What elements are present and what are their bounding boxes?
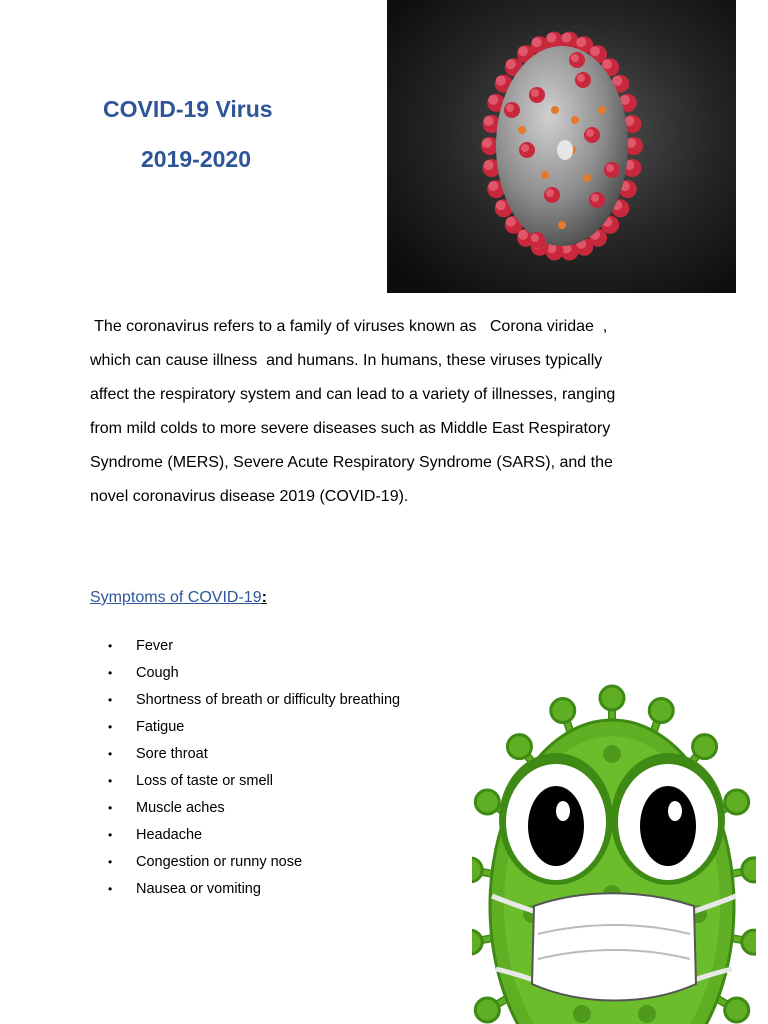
list-item bbox=[108, 823, 400, 850]
virus-protein-dot bbox=[571, 116, 579, 124]
bullet-icon: • bbox=[108, 747, 113, 761]
list-item bbox=[108, 769, 400, 796]
cartoon-virus-wearing-mask-icon bbox=[472, 684, 756, 1024]
virus-spike bbox=[575, 72, 591, 88]
virus-spike bbox=[604, 162, 620, 178]
bullet-icon: • bbox=[108, 666, 113, 680]
intro-line: which can cause illness and humans. In humans, these viruses typically bbox=[90, 352, 603, 369]
virus-spike bbox=[504, 102, 520, 118]
bullet-icon: • bbox=[108, 720, 113, 734]
page-title: COVID-19 Virus bbox=[103, 96, 273, 122]
list-item bbox=[108, 850, 400, 877]
bullet-icon: • bbox=[108, 639, 113, 653]
cartoon-spike bbox=[714, 997, 749, 1022]
bullet-icon: • bbox=[108, 774, 113, 788]
cartoon-spike bbox=[475, 997, 510, 1022]
virus-protein-dot bbox=[583, 174, 591, 182]
list-item bbox=[108, 715, 400, 742]
symptom-text: Fatigue bbox=[136, 719, 185, 735]
intro-line: affect the respiratory system and can lead to a variety of illnesses, ranging bbox=[90, 386, 616, 403]
cartoon-spot bbox=[638, 1005, 656, 1023]
bullet-icon: • bbox=[108, 828, 113, 842]
bullet-icon: • bbox=[108, 801, 113, 815]
bullet-icon: • bbox=[108, 855, 113, 869]
list-item bbox=[108, 796, 400, 823]
bullet-icon: • bbox=[108, 693, 113, 707]
list-item bbox=[108, 877, 400, 904]
list-item bbox=[108, 688, 400, 715]
symptom-text: Shortness of breath or difficulty breathing bbox=[136, 692, 401, 708]
symptom-text: Nausea or vomiting bbox=[136, 881, 261, 897]
symptoms-heading-colon: : bbox=[261, 589, 267, 606]
intro-line: novel coronavirus disease 2019 (COVID-19). bbox=[90, 488, 409, 505]
cartoon-spot bbox=[573, 1005, 591, 1023]
cartoon-spot bbox=[603, 745, 621, 763]
virus-protein-dot bbox=[558, 221, 566, 229]
symptoms-heading bbox=[90, 589, 267, 607]
list-item bbox=[108, 661, 400, 688]
virus-spike bbox=[529, 232, 545, 248]
symptom-text: Fever bbox=[136, 638, 174, 654]
virus-spike bbox=[589, 192, 605, 208]
intro-line: from mild colds to more severe diseases such as Middle East Respiratory bbox=[90, 420, 611, 437]
virus-spike bbox=[529, 87, 545, 103]
bullet-icon: • bbox=[108, 882, 113, 896]
virus-spike bbox=[544, 187, 560, 203]
virus-protein-dot bbox=[541, 171, 549, 179]
virus-spike bbox=[584, 127, 600, 143]
intro-line: The coronavirus refers to a family of viruses known as Corona viridae , bbox=[90, 318, 608, 335]
symptom-list bbox=[108, 634, 400, 904]
symptom-text: Muscle aches bbox=[136, 800, 225, 816]
virus-highlight bbox=[557, 140, 573, 160]
symptom-text: Headache bbox=[136, 827, 203, 843]
symptom-text: Sore throat bbox=[136, 746, 208, 762]
virus-protein-dot bbox=[518, 126, 526, 134]
virus-spike bbox=[569, 52, 585, 68]
page-subtitle-years: 2019-2020 bbox=[141, 146, 251, 172]
list-item bbox=[108, 742, 400, 769]
virus-protein-dot bbox=[598, 106, 606, 114]
coronavirus-3d-render-icon bbox=[387, 0, 736, 293]
intro-paragraph bbox=[90, 310, 690, 514]
cartoon-spike bbox=[600, 686, 624, 724]
virus-spike bbox=[519, 142, 535, 158]
list-item bbox=[108, 634, 400, 661]
intro-line: Syndrome (MERS), Severe Acute Respiratory Syndrome (SARS), and the bbox=[90, 454, 613, 471]
symptom-text: Loss of taste or smell bbox=[136, 773, 273, 789]
virus-protein-dot bbox=[551, 106, 559, 114]
symptom-text: Cough bbox=[136, 665, 179, 681]
symptom-text: Congestion or runny nose bbox=[136, 854, 303, 870]
symptoms-heading-text: Symptoms of COVID-19 bbox=[90, 589, 262, 606]
